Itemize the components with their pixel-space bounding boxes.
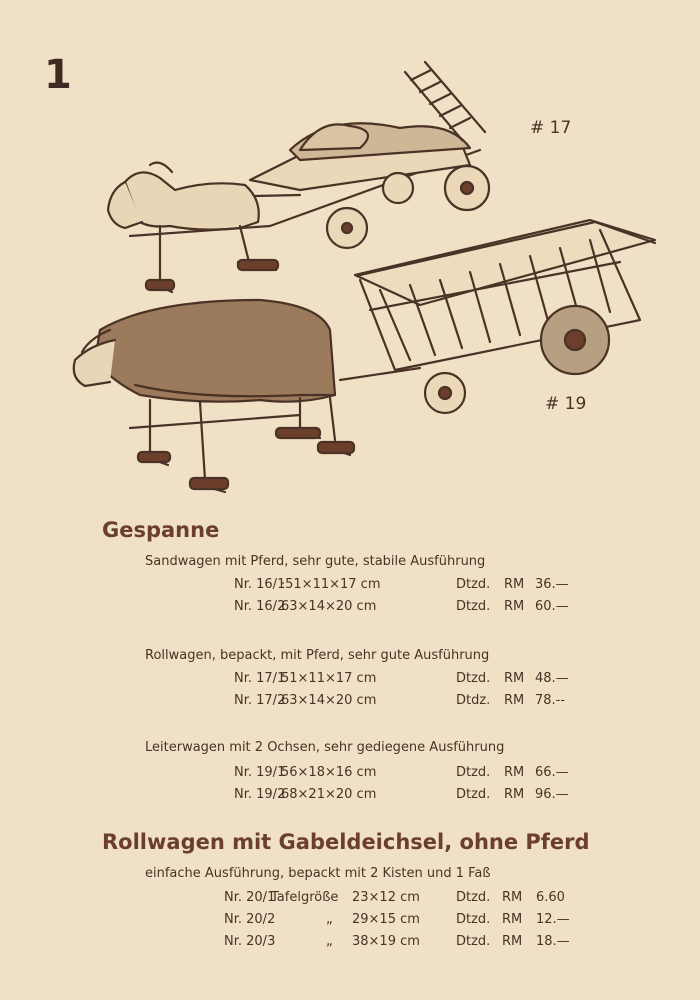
- item-currency: RM: [502, 934, 523, 949]
- item-price: 6.60: [536, 890, 565, 905]
- section-title-gespanne: Gespanne: [102, 518, 220, 542]
- item-number: Nr. 16/1: [234, 577, 286, 592]
- item-size-label: Tafelgröße: [271, 890, 339, 905]
- item-unit: Dtzd.: [456, 671, 491, 686]
- item-price: 18.—: [536, 934, 570, 949]
- item-currency: RM: [504, 693, 525, 708]
- item-price: 12.—: [536, 912, 570, 927]
- item-number: Nr. 19/2: [234, 787, 286, 802]
- item-dimensions: 63×14×20 cm: [281, 693, 377, 708]
- item-currency: RM: [504, 787, 525, 802]
- item-dimensions: 63×14×20 cm: [281, 599, 377, 614]
- group-description: Leiterwagen mit 2 Ochsen, sehr gediegene Ausführung: [145, 740, 505, 755]
- item-unit: Dtdz.: [456, 693, 491, 708]
- item-dimensions: 23×12 cm: [352, 890, 420, 905]
- item-currency: RM: [502, 890, 523, 905]
- item-number: Nr. 17/1: [234, 671, 286, 686]
- item-currency: RM: [504, 577, 525, 592]
- item-price: 66.—: [535, 765, 569, 780]
- item-unit: Dtzd.: [456, 934, 491, 949]
- item-price: 48.—: [535, 671, 569, 686]
- group-description: Sandwagen mit Pferd, sehr gute, stabile Ausführung: [145, 554, 486, 569]
- group-description: einfache Ausführung, bepackt mit 2 Kisten und 1 Faß: [145, 866, 491, 881]
- item-unit: Dtzd.: [456, 765, 491, 780]
- item-size-label: „: [326, 912, 333, 927]
- item-19-label: # 19: [545, 394, 587, 414]
- group-description: Rollwagen, bepackt, mit Pferd, sehr gute Ausführung: [145, 648, 490, 663]
- item-dimensions: ·51×11×17 cm: [281, 577, 381, 592]
- item-unit: Dtzd.: [456, 577, 491, 592]
- item-size-label: „: [326, 934, 333, 949]
- page-number: 1: [44, 52, 72, 98]
- section-title-rollwagen: Rollwagen mit Gabeldeichsel, ohne Pferd: [102, 830, 590, 854]
- item-number: Nr. 19/1: [234, 765, 286, 780]
- item-dimensions: 51×11×17 cm: [281, 671, 377, 686]
- item-dimensions: 56×18×16 cm: [281, 765, 377, 780]
- item-number: Nr. 17/2: [234, 693, 286, 708]
- item-dimensions: 38×19 cm: [352, 934, 420, 949]
- item-price: 96.—: [535, 787, 569, 802]
- item-currency: RM: [504, 765, 525, 780]
- item-unit: Dtzd.: [456, 599, 491, 614]
- item-currency: RM: [504, 599, 525, 614]
- item-unit: Dtzd.: [456, 912, 491, 927]
- item-unit: Dtzd.: [456, 890, 491, 905]
- item-number: Nr. 20/2: [224, 912, 276, 927]
- item-dimensions: 68×21×20 cm: [281, 787, 377, 802]
- item-number: Nr. 16/2: [234, 599, 286, 614]
- item-unit: Dtzd.: [456, 787, 491, 802]
- item-price: 60.—: [535, 599, 569, 614]
- item-dimensions: 29×15 cm: [352, 912, 420, 927]
- item-price: 78.--: [535, 693, 566, 708]
- item-price: 36.—: [535, 577, 569, 592]
- item-number: Nr. 20/1: [224, 890, 276, 905]
- item-currency: RM: [504, 671, 525, 686]
- item-currency: RM: [502, 912, 523, 927]
- item-17-label: # 17: [530, 118, 572, 138]
- item-number: Nr. 20/3: [224, 934, 276, 949]
